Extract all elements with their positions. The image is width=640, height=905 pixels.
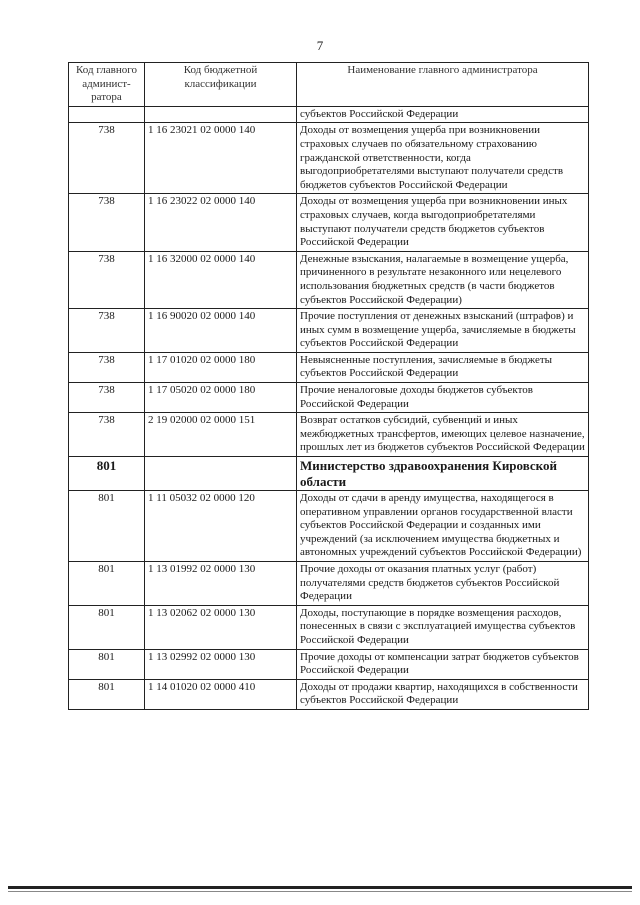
header-admin-code: Код главного админист-ратора [69,63,145,107]
table-row [69,679,589,709]
admin-name-cell: Денежные взыскания, налагаемые в возмещение ущерба, причиненного в результате незаконного или нецелевого использования бюджетных средств (в части бюджетов субъектов Российской Федерации) [297,251,589,308]
cell-continuation: субъектов Российской Федерации [297,106,589,123]
budget-code-cell: 1 17 05020 02 0000 180 [145,383,297,413]
table-body-801 [69,491,589,710]
section-name: Министерство здравоохранения Кировской области [297,457,589,491]
admin-code-cell: 738 [69,251,145,308]
header-budget-code: Код бюджетной классификации [145,63,297,107]
cell-empty [69,106,145,123]
cell-empty [145,457,297,491]
table-row [69,383,589,413]
budget-admin-table [68,62,589,710]
budget-code-cell: 1 16 23021 02 0000 140 [145,123,297,194]
section-code: 801 [69,457,145,491]
admin-code-cell: 801 [69,649,145,679]
section-801 [69,457,589,491]
table-row [69,649,589,679]
budget-code-cell: 1 13 02062 02 0000 130 [145,605,297,649]
admin-name-cell: Доходы, поступающие в порядке возмещения расходов, понесенных в связи с эксплуатацией имущества субъектов Российской Федерации [297,605,589,649]
budget-code-cell: 1 13 01992 02 0000 130 [145,562,297,606]
admin-name-cell: Доходы от возмещения ущерба при возникновении страховых случаев по обязательному страхованию гражданской ответственности, когда выгодоприобретателями выступают получатели средств бюджетов субъектов Российской Федерации [297,123,589,194]
admin-code-cell: 738 [69,309,145,353]
admin-code-cell: 738 [69,413,145,457]
table-body-738 [69,106,589,456]
table-row [69,251,589,308]
section-header-row [69,457,589,491]
admin-code-cell: 738 [69,123,145,194]
admin-name-cell: Возврат остатков субсидий, субвенций и иных межбюджетных трансфертов, имеющих целевое назначение, прошлых лет из бюджетов субъектов Российской Федерации [297,413,589,457]
page-number: 7 [316,38,324,53]
table-row [69,413,589,457]
admin-name-cell: Прочие доходы от компенсации затрат бюджетов субъектов Российской Федерации [297,649,589,679]
admin-name-cell: Прочие неналоговые доходы бюджетов субъектов Российской Федерации [297,383,589,413]
admin-code-cell: 801 [69,491,145,562]
admin-code-cell: 738 [69,194,145,251]
admin-name-cell: Доходы от продажи квартир, находящихся в собственности субъектов Российской Федерации [297,679,589,709]
budget-code-cell: 1 11 05032 02 0000 120 [145,491,297,562]
table-row [69,352,589,382]
admin-code-cell: 738 [69,383,145,413]
admin-name-cell: Доходы от возмещения ущерба при возникновении иных страховых случаев, когда выгодоприобретателями выступают получатели средств бюджетов субъектов Российской Федерации [297,194,589,251]
bottom-border-line-thin [8,891,632,892]
table-header-row [69,63,589,107]
budget-code-cell: 1 14 01020 02 0000 410 [145,679,297,709]
table-row [69,605,589,649]
budget-code-cell: 1 16 90020 02 0000 140 [145,309,297,353]
admin-code-cell: 738 [69,352,145,382]
budget-code-cell: 2 19 02000 02 0000 151 [145,413,297,457]
table-row [69,123,589,194]
table-row [69,491,589,562]
budget-code-cell: 1 16 23022 02 0000 140 [145,194,297,251]
continuation-row [69,106,589,123]
admin-name-cell: Невыясненные поступления, зачисляемые в бюджеты субъектов Российской Федерации [297,352,589,382]
cell-empty [145,106,297,123]
admin-name-cell: Прочие поступления от денежных взысканий (штрафов) и иных сумм в возмещение ущерба, зачисляемые в бюджеты субъектов Российской Федерации [297,309,589,353]
admin-code-cell: 801 [69,562,145,606]
admin-name-cell: Доходы от сдачи в аренду имущества, находящегося в оперативном управлении органов государственной власти субъектов Российской Федерации и созданных ими учреждений (за исключением имущества бюджетных и автономных учреждений субъектов Российской Федерации) [297,491,589,562]
table-row [69,194,589,251]
budget-code-cell: 1 13 02992 02 0000 130 [145,649,297,679]
admin-code-cell: 801 [69,605,145,649]
table-row [69,309,589,353]
bottom-border-line [8,886,632,889]
budget-code-cell: 1 16 32000 02 0000 140 [145,251,297,308]
admin-code-cell: 801 [69,679,145,709]
table-row [69,562,589,606]
admin-name-cell: Прочие доходы от оказания платных услуг (работ) получателями средств бюджетов субъектов Российской Федерации [297,562,589,606]
budget-code-cell: 1 17 01020 02 0000 180 [145,352,297,382]
header-admin-name: Наименование главного администратора [297,63,589,107]
